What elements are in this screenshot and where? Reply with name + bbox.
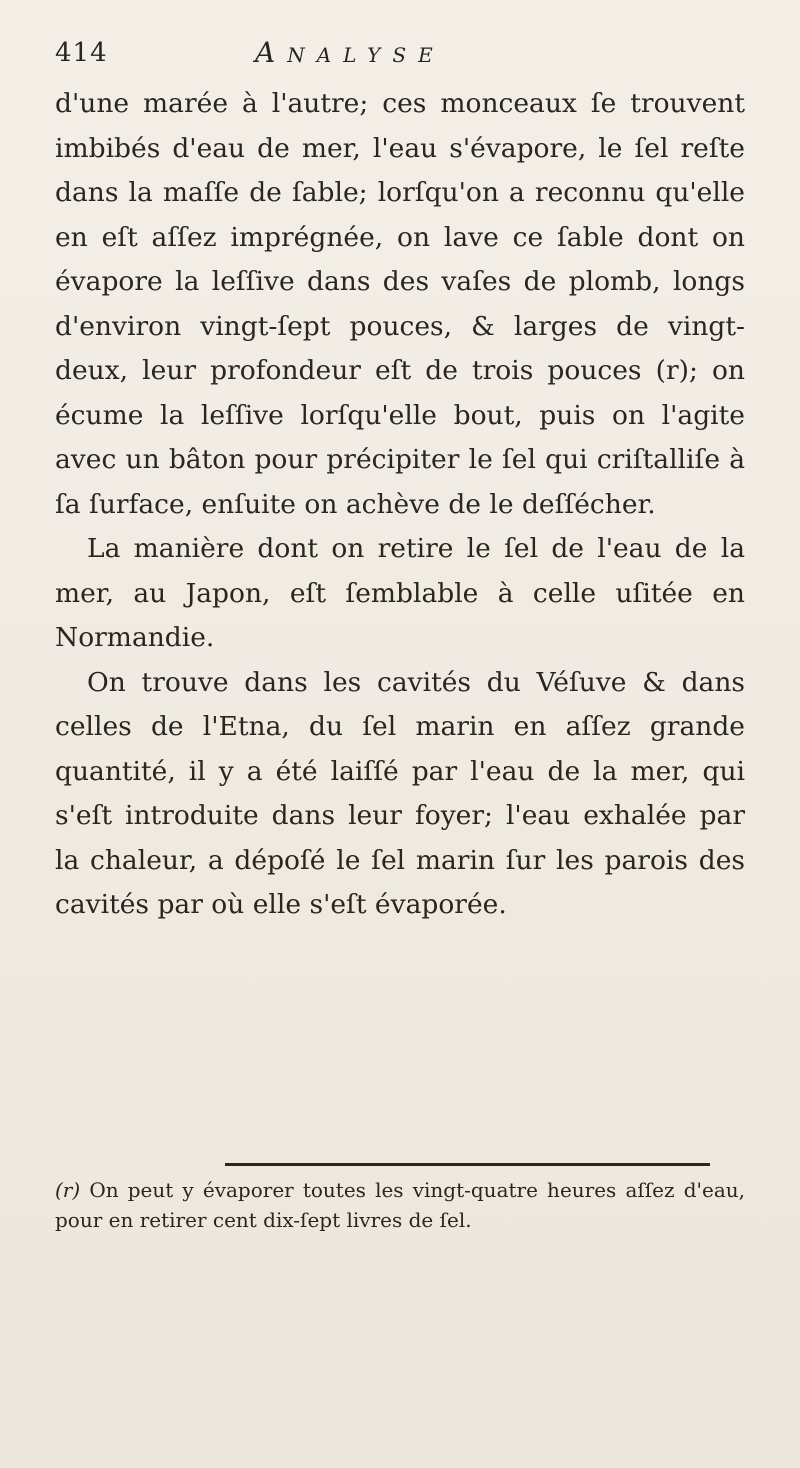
paragraph-1: d'une marée à l'autre; ces monceaux ſe trouvent imbibés d'eau de mer, l'eau s'évapore, le ſel reſte dans la maſſe de ſable; lorſqu'on a reconnu qu'elle en eſt aſſez imprégnée, on lave ce ſable dont on évapore la leſſive dans des vaſes de plomb, longs d'environ vingt-ſept pouces, & larges de vingt-deux, leur profondeur eſt de trois pouces (r); on écume la leſſive lorſqu'elle bout, puis on l'agite avec un bâton pour précipiter le ſel qui criſtalliſe à ſa ſurface, enſuite on achève de le deſſécher. xyxy=(55,88,745,520)
footnote-rule xyxy=(225,1163,710,1166)
page-number: 414 xyxy=(55,38,108,68)
footnote-marker: (r) xyxy=(55,1178,81,1202)
footnote xyxy=(55,1175,745,1235)
paragraph-3: On trouve dans les cavités du Véſuve & dans celles de l'Etna, du ſel marin en aſſez grande quantité, il y a été laiſſé par l'eau de la mer, qui s'eſt introduite dans leur foyer; l'eau exhalée par la chaleur, a dépoſé le ſel marin ſur les parois des cavités par où elle s'eſt évaporée. xyxy=(55,666,745,920)
page-header xyxy=(55,38,755,88)
footnote-text: On peut y évaporer toutes les vingt-quatre heures aſſez d'eau, pour en retirer cent dix-ſept livres de ſel. xyxy=(55,1178,745,1232)
body-text xyxy=(55,82,745,928)
paragraph-2: La manière dont on retire le ſel de l'eau de la mer, au Japon, eſt ſemblable à celle uſitée en Normandie. xyxy=(55,533,745,653)
running-head: Analyse xyxy=(255,36,445,69)
